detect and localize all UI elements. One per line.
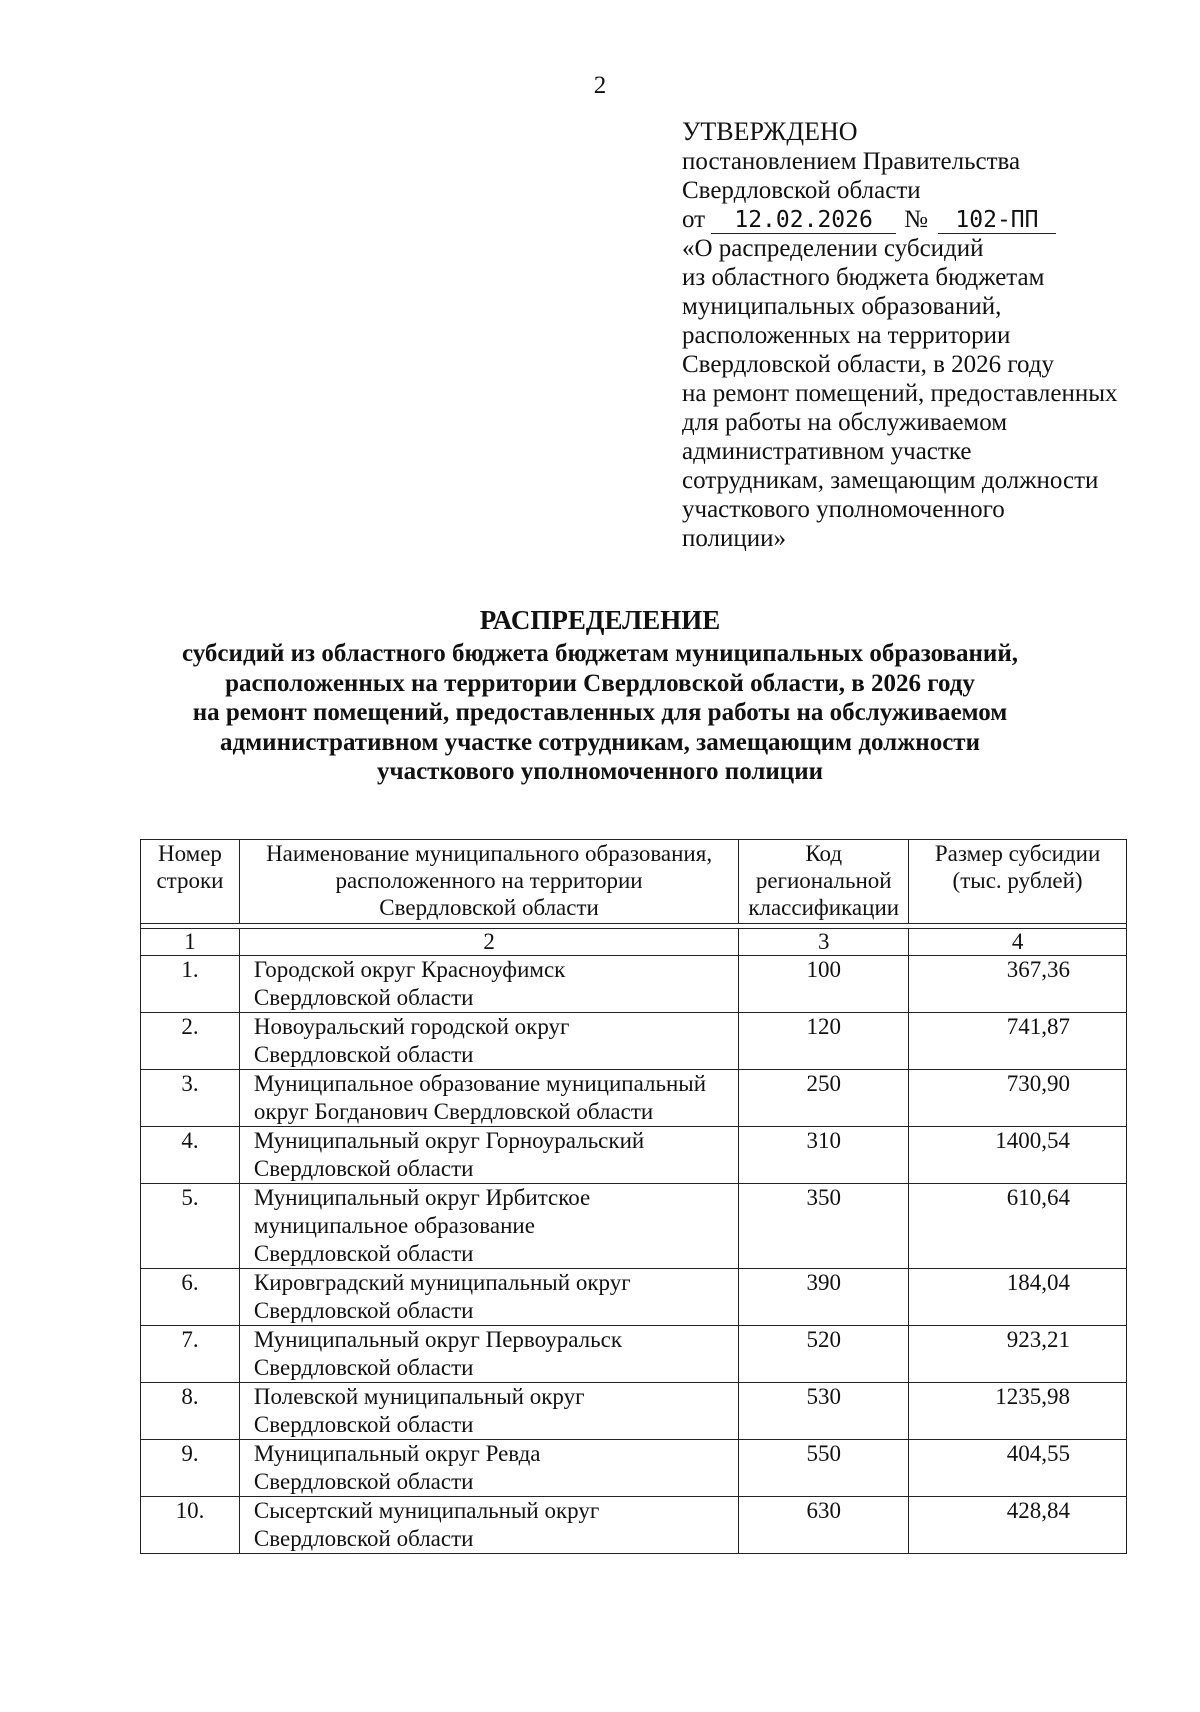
from-label: от (682, 206, 706, 233)
subsidy-amount: 404,55 (909, 1440, 1127, 1497)
subsidy-amount: 184,04 (909, 1269, 1127, 1326)
column-number: 3 (739, 929, 909, 956)
heading-subtitle-line: административном участке сотрудникам, замещающим должности (219, 728, 980, 756)
decree-title-line: Свердловской области, в 2026 году (682, 351, 1055, 378)
municipality-name: Городской округ Красноуфимск Свердловской области (239, 956, 738, 1013)
header-row-number: Номер строки (141, 840, 240, 924)
decree-reference (682, 205, 1182, 234)
column-number-row (141, 929, 1127, 956)
table-row (141, 1070, 1127, 1127)
decree-title-line: участкового уполномоченного (682, 496, 1005, 523)
row-number: 1. (141, 956, 240, 1013)
header-subsidy-amount: Размер субсидии (тыс. рублей) (909, 840, 1127, 924)
decree-title (682, 234, 1182, 553)
row-number: 6. (141, 1269, 240, 1326)
row-number: 2. (141, 1013, 240, 1070)
subsidy-amount: 730,90 (909, 1070, 1127, 1127)
region-code: 310 (739, 1127, 909, 1184)
decree-title-line: сотрудникам, замещающим должности (682, 467, 1099, 494)
page-number: 2 (593, 72, 607, 99)
decree-date: 12.02.2026 (711, 207, 896, 234)
table-row (141, 1326, 1127, 1383)
heading-subtitle-line: расположенных на территории Свердловской области, в 2026 году (225, 669, 975, 697)
approved-label: УТВЕРЖДЕНО (682, 117, 858, 146)
table-header-row (141, 840, 1127, 924)
subsidy-amount: 1235,98 (909, 1383, 1127, 1440)
decree-title-line: полиции» (682, 525, 787, 552)
table-row (141, 956, 1127, 1013)
region-code: 100 (739, 956, 909, 1013)
table-row (141, 1127, 1127, 1184)
row-number: 10. (141, 1497, 240, 1554)
municipality-name: Сысертский муниципальный округ Свердловской области (239, 1497, 738, 1554)
table-row (141, 1184, 1127, 1269)
heading-subtitle-line: участкового уполномоченного полиции (376, 758, 824, 785)
region-code: 520 (739, 1326, 909, 1383)
subsidy-amount: 923,21 (909, 1326, 1127, 1383)
decree-title-line: «О распределении субсидий (682, 235, 984, 262)
region-code: 120 (739, 1013, 909, 1070)
decree-title-line: на ремонт помещений, предоставленных (682, 380, 1118, 407)
region-code: 390 (739, 1269, 909, 1326)
column-number: 1 (141, 929, 240, 956)
table-row (141, 1383, 1127, 1440)
table-row (141, 1440, 1127, 1497)
decree-title-line: административном участке (682, 438, 972, 465)
municipality-name: Полевской муниципальный округ Свердловской области (239, 1383, 738, 1440)
header-municipality-name: Наименование муниципального образования, расположенного на территории Свердловской области (239, 840, 738, 924)
decree-title-line: муниципальных образований, (682, 293, 1002, 320)
decree-title-line: расположенных на территории (682, 322, 1011, 349)
subsidy-amount: 367,36 (909, 956, 1127, 1013)
region-code: 250 (739, 1070, 909, 1127)
row-number: 8. (141, 1383, 240, 1440)
table-row (141, 1269, 1127, 1326)
municipality-name: Муниципальный округ Ирбитское муниципальное образование Свердловской области (239, 1184, 738, 1269)
row-number: 9. (141, 1440, 240, 1497)
number-label: № (904, 206, 928, 233)
approval-line: постановлением Правительства (682, 148, 1021, 175)
region-code: 630 (739, 1497, 909, 1554)
subsidy-amount: 741,87 (909, 1013, 1127, 1070)
municipality-name: Муниципальное образование муниципальный округ Богданович Свердловской области (239, 1070, 738, 1127)
row-number: 4. (141, 1127, 240, 1184)
row-number: 7. (141, 1326, 240, 1383)
municipality-name: Муниципальный округ Ревда Свердловской области (239, 1440, 738, 1497)
subsidy-amount: 1400,54 (909, 1127, 1127, 1184)
row-number: 5. (141, 1184, 240, 1269)
header-region-code: Код региональной классификации (739, 840, 909, 924)
heading-subtitle-line: на ремонт помещений, предоставленных для работы на обслуживаемом (192, 699, 1008, 726)
document-heading (0, 603, 1200, 787)
region-code: 350 (739, 1184, 909, 1269)
municipality-name: Муниципальный округ Первоуральск Свердловской области (239, 1326, 738, 1383)
municipality-name: Новоуральский городской округ Свердловской области (239, 1013, 738, 1070)
municipality-name: Кировградский муниципальный округ Свердловской области (239, 1269, 738, 1326)
region-code: 550 (739, 1440, 909, 1497)
decree-title-line: для работы на обслуживаемом (682, 409, 1008, 436)
decree-title-line: из областного бюджета бюджетам (682, 264, 1045, 291)
heading-subtitle-line: субсидий из областного бюджета бюджетам муниципальных образований, (182, 640, 1018, 667)
table-row (141, 1497, 1127, 1554)
approval-line: Свердловской области (682, 177, 921, 204)
heading-title: РАСПРЕДЕЛЕНИЕ (479, 605, 721, 635)
table-row (141, 1013, 1127, 1070)
subsidy-amount: 428,84 (909, 1497, 1127, 1554)
column-number: 2 (239, 929, 738, 956)
municipality-name: Муниципальный округ Горноуральский Свердловской области (239, 1127, 738, 1184)
decree-number: 102-ПП (938, 207, 1056, 234)
subsidy-amount: 610,64 (909, 1184, 1127, 1269)
column-number: 4 (909, 929, 1127, 956)
distribution-table (140, 839, 1127, 1554)
region-code: 530 (739, 1383, 909, 1440)
approval-block (682, 117, 1182, 553)
row-number: 3. (141, 1070, 240, 1127)
